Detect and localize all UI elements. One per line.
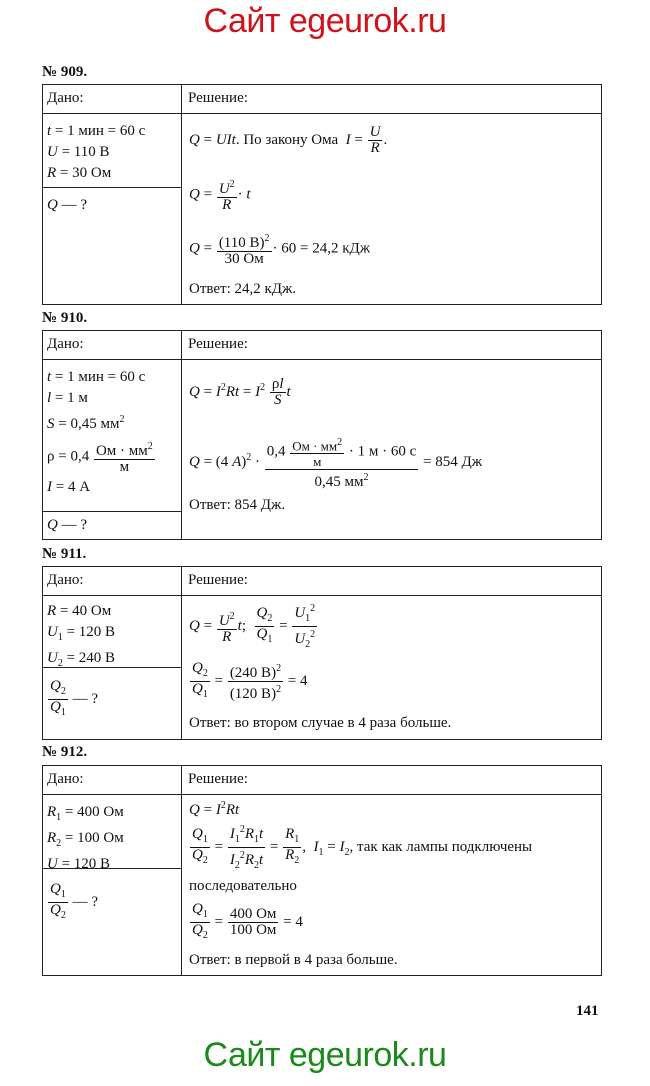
problem-number-909: № 909. (42, 64, 88, 80)
equation-2-cont: последовательно (189, 878, 297, 894)
solution-label: Решение: (188, 572, 248, 588)
given-item: R = 30 Ом (47, 165, 112, 181)
answer-911: Ответ: во втором случае в 4 раза больше. (189, 715, 452, 731)
problem-number-910: № 910. (42, 310, 88, 326)
solution-label: Решение: (188, 90, 248, 106)
given-list (47, 367, 156, 498)
given-list (47, 121, 145, 184)
problem-number-911: № 911. (42, 546, 87, 562)
problem-912 (42, 765, 602, 976)
solution (189, 331, 595, 539)
find-item: $\frac{Q_2}{Q_1}$ — ? (50, 678, 99, 718)
problem-number-912: № 912. (42, 744, 88, 760)
given-label: Дано: (47, 336, 84, 352)
given-item: l = 1 м (47, 390, 88, 406)
solution-label: Решение: (188, 771, 248, 787)
find-item: Q — ? (47, 197, 88, 213)
given-label: Дано: (47, 90, 84, 106)
given-list (47, 601, 115, 674)
equation-3: Q = $\frac{(110 В)^2}{30 Ом}$ · 60 = 24,2 кДж (189, 233, 371, 267)
answer-910: Ответ: 854 Дж. (189, 497, 286, 513)
equation-2: $\frac{Q_1}{Q_2}$ = $\frac{I_1^2R_1t}{I_2^2R_2t}$ = $\frac{R_1}{R_2}$ , $I_1 = I_2$, так как лампы подключены (192, 824, 533, 871)
given-item: t = 1 мин = 60 с (47, 369, 146, 385)
problem-911 (42, 566, 602, 740)
equation-2: Q = $\frac{U^2}{R}$ · t (189, 179, 251, 213)
given-item: R = 40 Ом (47, 603, 112, 619)
given-label: Дано: (47, 771, 84, 787)
problem-910 (42, 330, 602, 540)
equation-3: $\frac{Q_1}{Q_2}$ = $\frac{400 Ом}{100 Ом}$ = 4 (192, 901, 303, 941)
answer-909: Ответ: 24,2 кДж. (189, 281, 297, 297)
problem-909 (42, 84, 602, 305)
given-label: Дано: (47, 572, 84, 588)
equation-2: $\frac{Q_2}{Q_1}$ = $\frac{(240 В)^2}{(120 В)^2}$ = 4 (192, 660, 308, 702)
given-list (47, 802, 124, 875)
given-item: S = 0,45 $мм^2$ (47, 414, 125, 432)
given-item: ρ = 0,4 $\frac{Ом \cdot мм^2}{м}$ (47, 441, 153, 475)
given-item: $R_2 = 100$ Ом (47, 830, 124, 849)
equation-1: $Q = I^2Rt$ (189, 800, 240, 818)
solution (189, 567, 595, 739)
find-item: Q — ? (47, 517, 88, 533)
page-number: 141 (576, 1003, 599, 1019)
equation-2: Q = (4 A)$^2$ · 0,4 $\frac{Ом \cdot мм^2}{м}$ · 1 м · 60 с 0,45 $мм^2$ = 854 Дж (189, 437, 483, 491)
solution (189, 766, 595, 975)
given-item: t = 1 мин = 60 с (47, 123, 146, 139)
given-item: I = 4 А (47, 479, 91, 495)
solution (189, 85, 595, 304)
equation-1: Q = UIt. По закону Ома I = $\frac{U}{R}$ . (189, 124, 388, 156)
given-item: $R_1 = 400$ Ом (47, 804, 124, 823)
answer-912: Ответ: в первой в 4 раза больше. (189, 952, 398, 968)
site-watermark-top: Сайт egeurok.ru (203, 2, 447, 40)
given-item: $U_1 = 120$ В (47, 624, 116, 643)
given-item: U = 110 В (47, 144, 110, 160)
solution-label: Решение: (188, 336, 248, 352)
equation-1: Q = $\frac{U^2}{R}$ t; $\frac{Q_2}{Q_1}$ = $\frac{U_1^2}{U_2^2}$ (189, 603, 316, 650)
equation-1: $Q = I^2Rt = I^2$ $\frac{\rho l}{S}$ t (189, 376, 291, 408)
given-item: U = 120 В (47, 856, 111, 872)
given-item: $U_2 = 240$ В (47, 650, 116, 669)
site-watermark-bottom: Сайт egeurok.ru (203, 1036, 447, 1074)
find-item: $\frac{Q_1}{Q_2}$ — ? (50, 881, 99, 921)
